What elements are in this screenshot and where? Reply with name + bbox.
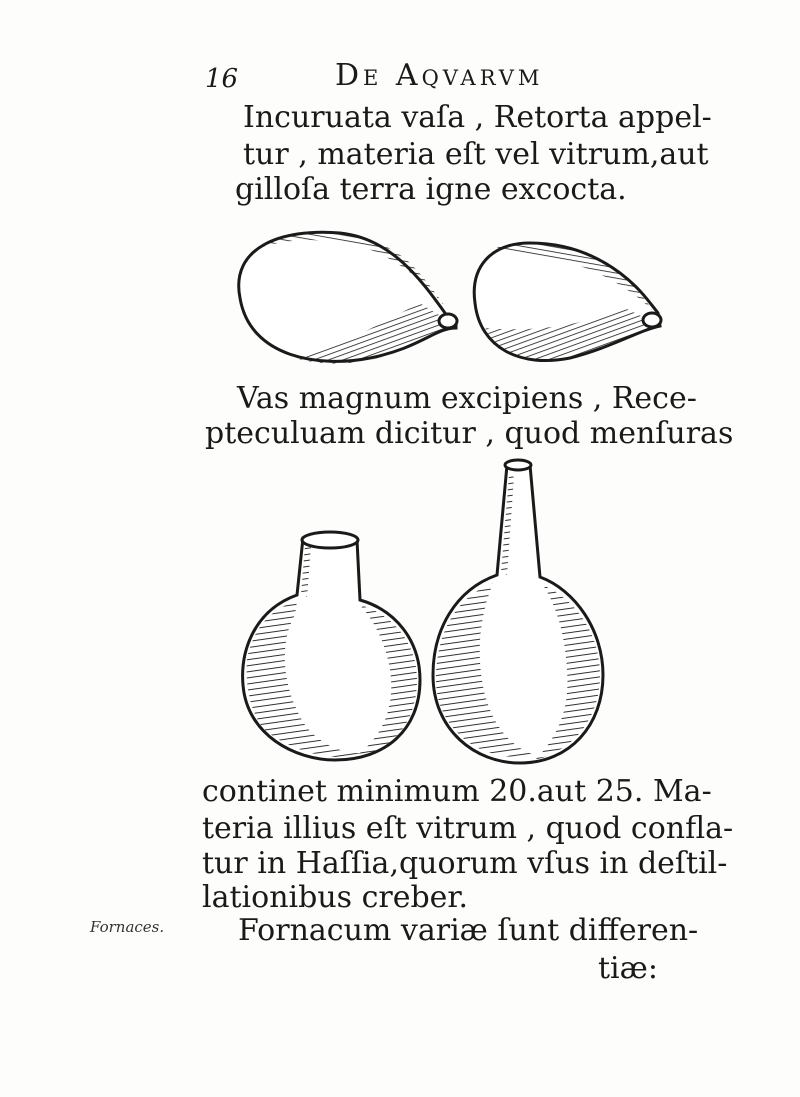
page-header — [205, 56, 665, 96]
retort-vessels-illustration — [220, 218, 670, 378]
page-number: 16 — [205, 64, 239, 94]
left-flask-icon — [243, 532, 420, 760]
text-line-2: tur , materia eſt vel vitrum,aut — [243, 137, 709, 172]
receiver-flasks-illustration — [235, 455, 610, 773]
text-line-9: lationibus creber. — [202, 880, 469, 915]
text-line-3: gilloſa terra igne excocta. — [235, 172, 627, 207]
running-title: De Aqvarvm — [335, 58, 544, 93]
text-line-10: Fornacum variæ ſunt differen- — [238, 913, 699, 948]
right-retort-icon — [474, 242, 661, 361]
text-line-8: tur in Haſſia,quorum vſus in deſtil- — [202, 846, 728, 881]
margin-note: Fornaces. — [90, 918, 165, 936]
right-flask-icon — [433, 460, 603, 763]
text-line-4: Vas magnum excipiens , Rece- — [237, 381, 697, 416]
text-line-11: tiæ: — [598, 951, 658, 986]
text-line-1: Incuruata vaſa , Retorta appel- — [243, 100, 712, 135]
text-line-6: continet minimum 20.aut 25. Ma- — [202, 774, 712, 809]
text-line-5: pteculuam dicitur , quod menſuras — [205, 416, 734, 451]
text-line-7: teria illius eſt vitrum , quod confla- — [202, 811, 734, 846]
left-retort-icon — [239, 232, 457, 363]
